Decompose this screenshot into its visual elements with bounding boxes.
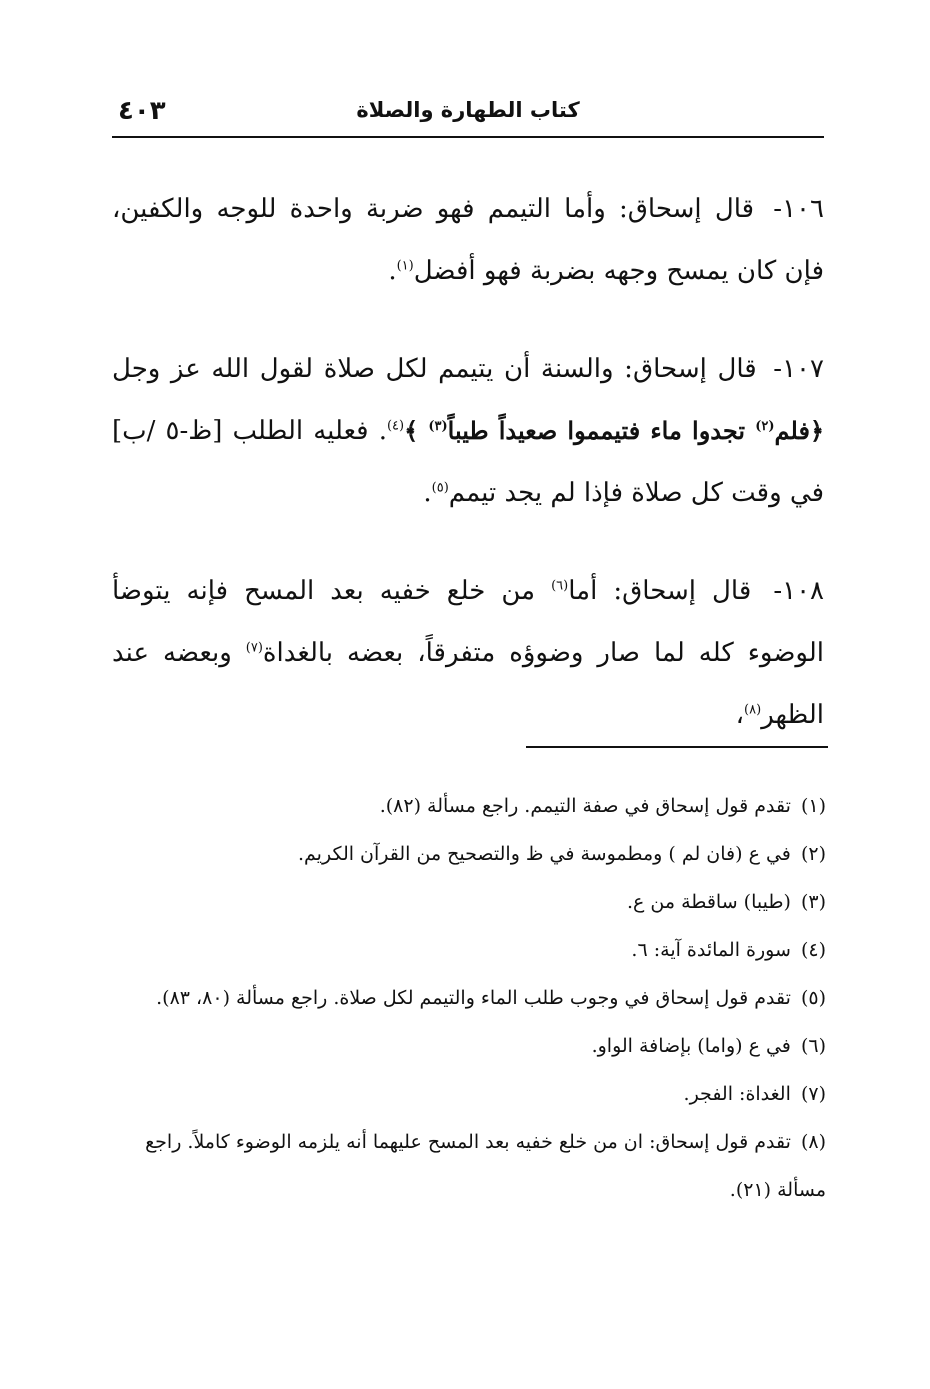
entry-text-end: ، <box>735 700 745 730</box>
footnote-number: (٢) <box>800 843 826 865</box>
entry-text: قال إسحاق: وأما التيمم فهو ضربة واحدة للوجه والكفين، فإن كان يمسح وجهه بضربة فهو أفضل <box>112 194 824 286</box>
entry-text-end: . <box>388 256 397 286</box>
entry-107 <box>112 338 824 524</box>
footnote-5 <box>112 974 826 1022</box>
footnote-text: تقدم قول إسحاق في صفة التيمم. راجع مسألة (٨٢). <box>379 795 791 817</box>
quran-open: ﴿فلم <box>774 416 824 445</box>
entry-number: ١٠٨- <box>773 576 825 606</box>
footnote-6 <box>112 1022 826 1070</box>
entry-106 <box>112 178 824 302</box>
page-header <box>112 96 824 138</box>
footnote-number: (١) <box>800 795 826 817</box>
quran-text: تجدوا ماء فتيمموا صعيداً طيباً <box>447 416 756 445</box>
page-number: ٤٠٣ <box>118 96 166 126</box>
footnote-number: (٥) <box>800 987 826 1009</box>
main-text <box>112 178 824 782</box>
entry-number: ١٠٧- <box>773 354 824 384</box>
book-title: كتاب الطهارة والصلاة <box>356 98 580 122</box>
footnote-text: في ع (واما) بإضافة الواو. <box>591 1035 791 1057</box>
footnote-ref[interactable]: (٦) <box>551 578 569 594</box>
footnotes <box>112 782 826 1214</box>
footnote-ref[interactable]: (٥) <box>431 480 449 496</box>
footnote-number: (٦) <box>800 1035 826 1057</box>
footnote-8 <box>112 1118 826 1214</box>
footnote-ref[interactable]: (٣) <box>428 419 448 434</box>
footnote-7 <box>112 1070 826 1118</box>
footnote-ref[interactable]: (٨) <box>744 702 762 718</box>
footnote-4 <box>112 926 826 974</box>
footnote-text: تقدم قول إسحاق في وجوب طلب الماء والتيمم لكل صلاة. راجع مسألة (٨٠، ٨٣). <box>156 987 791 1009</box>
entry-text: وبعضه عند الظهر <box>112 638 824 730</box>
footnote-text: تقدم قول إسحاق: ان من خلع خفيه بعد المسح عليهما أنه يلزمه الوضوء كاملاً. راجع مسألة (٢١). <box>145 1131 826 1201</box>
footnote-ref[interactable]: (٢) <box>755 419 775 434</box>
footnote-separator <box>526 746 828 748</box>
footnote-text: في ع (فان لم ) ومطموسة في ظ والتصحيح من القرآن الكريم. <box>298 843 791 865</box>
footnote-ref[interactable]: (٧) <box>245 640 263 656</box>
entry-text: قال إسحاق: أما <box>568 576 752 606</box>
entry-text: قال إسحاق: والسنة أن يتيمم لكل صلاة لقول الله عز وجل <box>112 354 757 384</box>
footnote-1 <box>112 782 826 830</box>
footnote-ref[interactable]: (١) <box>396 258 414 274</box>
footnote-text: الغداة: الفجر. <box>683 1083 791 1105</box>
footnote-3 <box>112 878 826 926</box>
entry-text-end: . <box>423 478 432 508</box>
footnote-number: (٣) <box>800 891 826 913</box>
entry-text: . فعليه الطلب [ظ-٥ /ب] في وقت كل صلاة فإذا لم يجد تيمم <box>112 416 824 508</box>
footnote-2 <box>112 830 826 878</box>
entry-number: ١٠٦- <box>773 194 824 224</box>
footnote-text: (طيبا) ساقطة من ع. <box>626 891 791 913</box>
entry-108 <box>112 560 824 746</box>
footnote-number: (٨) <box>800 1131 826 1153</box>
quran-quote <box>404 416 824 445</box>
footnote-number: (٧) <box>800 1083 826 1105</box>
entry-text: من خلع خفيه بعد المسح فإنه يتوضأ الوضوء كله لما صار وضوؤه متفرقاً، بعضه بالغداة <box>112 576 825 668</box>
footnote-text: سورة المائدة آية: ٦. <box>631 939 791 961</box>
footnote-ref[interactable]: (٤) <box>386 418 405 434</box>
footnote-number: (٤) <box>800 939 826 961</box>
quran-close: ﴾ <box>404 416 429 445</box>
